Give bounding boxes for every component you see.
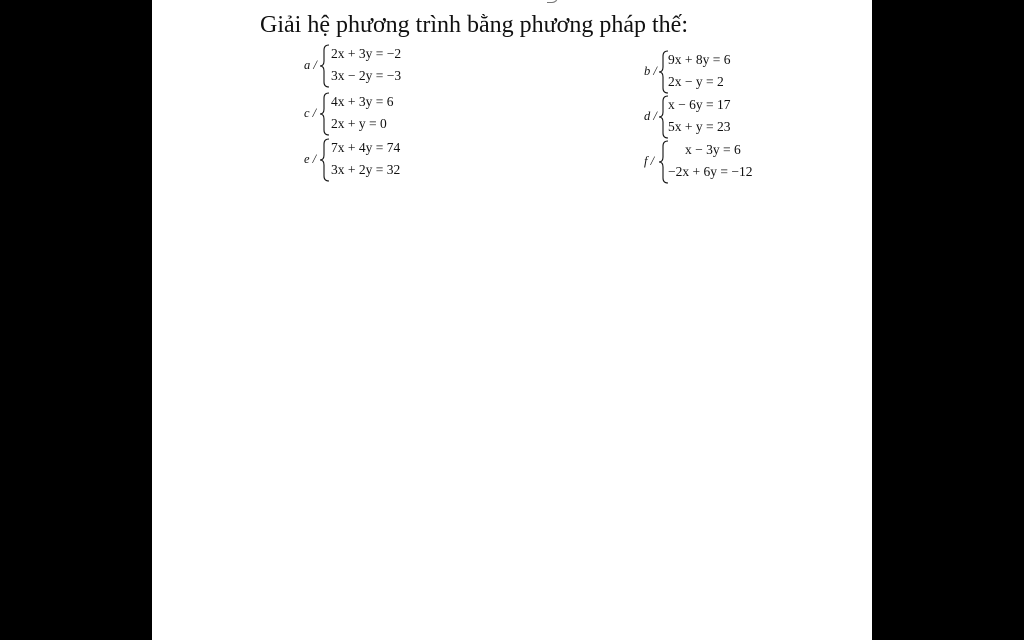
left-brace-icon xyxy=(318,44,332,88)
equation-1: 9x + 8y = 6 xyxy=(668,52,731,67)
left-brace-icon xyxy=(318,92,332,136)
system-c xyxy=(304,92,444,136)
system-label: f / xyxy=(644,154,655,168)
equation-2: 3x − 2y = −3 xyxy=(331,68,402,83)
system-b xyxy=(644,50,784,94)
equation-1: x − 6y = 17 xyxy=(668,97,731,112)
cropped-mark xyxy=(547,0,558,3)
system-a xyxy=(304,44,444,88)
equation-1: 2x + 3y = −2 xyxy=(331,46,402,61)
system-f xyxy=(644,140,804,184)
equation-1: x − 3y = 6 xyxy=(685,142,741,157)
equation-2: 2x + y = 0 xyxy=(331,116,387,131)
equation-2: −2x + 6y = −12 xyxy=(668,164,753,179)
system-label: b / xyxy=(644,64,657,78)
system-label: a / xyxy=(304,58,317,72)
page-title: Giải hệ phương trình bằng phương pháp thế: xyxy=(260,12,688,38)
system-label: c / xyxy=(304,106,317,120)
equation-2: 2x − y = 2 xyxy=(668,74,724,89)
system-d xyxy=(644,95,784,139)
left-brace-icon xyxy=(318,138,332,182)
system-label: d / xyxy=(644,109,657,123)
equation-2: 3x + 2y = 32 xyxy=(331,162,401,177)
equation-1: 7x + 4y = 74 xyxy=(331,140,401,155)
equation-1: 4x + 3y = 6 xyxy=(331,94,394,109)
system-e xyxy=(304,138,444,182)
equation-2: 5x + y = 23 xyxy=(668,119,731,134)
document-page xyxy=(152,0,872,640)
system-label: e / xyxy=(304,152,317,166)
